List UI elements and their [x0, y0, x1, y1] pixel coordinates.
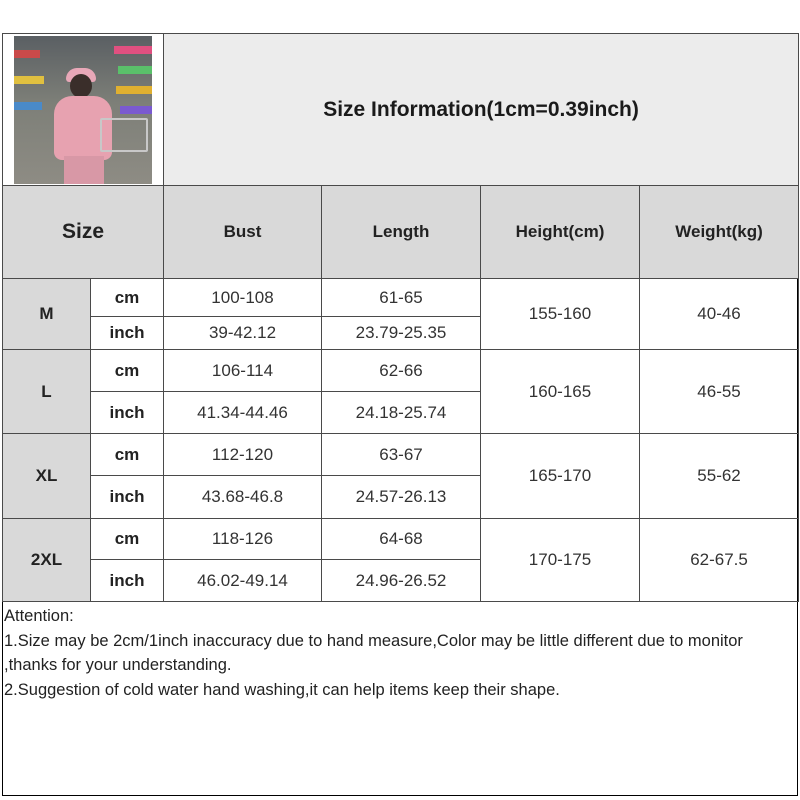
length-cm-2xl: 64-68	[322, 519, 481, 560]
notes-line-2: 2.Suggestion of cold water hand washing,it can help items keep their shape.	[4, 680, 560, 699]
weight-l: 46-55	[640, 350, 799, 434]
header-height: Height(cm)	[481, 186, 640, 279]
weight-2xl: 62-67.5	[640, 519, 799, 602]
bust-cm-2xl: 118-126	[164, 519, 322, 560]
header-bust: Bust	[164, 186, 322, 279]
bust-cm-l: 106-114	[164, 350, 322, 392]
unit-inch: inch	[91, 392, 164, 434]
product-photo-cell	[3, 34, 164, 186]
size-label-2xl: 2XL	[3, 519, 91, 602]
bust-inch-xl: 43.68-46.8	[164, 476, 322, 519]
header-weight: Weight(kg)	[640, 186, 799, 279]
length-cm-l: 62-66	[322, 350, 481, 392]
size-label-l: L	[3, 350, 91, 434]
attention-notes	[4, 604, 794, 702]
bust-inch-2xl: 46.02-49.14	[164, 560, 322, 602]
header-size: Size	[3, 186, 164, 279]
length-inch-m: 23.79-25.35	[322, 317, 481, 350]
length-cm-m: 61-65	[322, 279, 481, 317]
height-l: 160-165	[481, 350, 640, 434]
bust-cm-m: 100-108	[164, 279, 322, 317]
product-photo	[14, 36, 152, 184]
bust-cm-xl: 112-120	[164, 434, 322, 476]
height-2xl: 170-175	[481, 519, 640, 602]
size-chart-table	[2, 33, 799, 602]
weight-m: 40-46	[640, 279, 799, 350]
length-inch-xl: 24.57-26.13	[322, 476, 481, 519]
unit-cm: cm	[91, 434, 164, 476]
chart-title: Size Information(1cm=0.39inch)	[164, 34, 799, 186]
unit-inch: inch	[91, 317, 164, 350]
notes-heading: Attention:	[4, 607, 74, 625]
unit-cm: cm	[91, 350, 164, 392]
model-legs	[64, 156, 104, 184]
size-label-xl: XL	[3, 434, 91, 519]
unit-inch: inch	[91, 560, 164, 602]
notes-line-1: 1.Size may be 2cm/1inch inaccuracy due to hand measure,Color may be little different due to monitor ,thanks for your understanding.	[4, 631, 743, 674]
weight-xl: 55-62	[640, 434, 799, 519]
bust-inch-m: 39-42.12	[164, 317, 322, 350]
unit-cm: cm	[91, 519, 164, 560]
model-head	[70, 74, 92, 98]
length-inch-2xl: 24.96-26.52	[322, 560, 481, 602]
height-m: 155-160	[481, 279, 640, 350]
size-label-m: M	[3, 279, 91, 350]
length-inch-l: 24.18-25.74	[322, 392, 481, 434]
length-cm-xl: 63-67	[322, 434, 481, 476]
unit-cm: cm	[91, 279, 164, 317]
height-xl: 165-170	[481, 434, 640, 519]
shopping-cart-icon	[100, 118, 148, 152]
unit-inch: inch	[91, 476, 164, 519]
bust-inch-l: 41.34-44.46	[164, 392, 322, 434]
header-length: Length	[322, 186, 481, 279]
